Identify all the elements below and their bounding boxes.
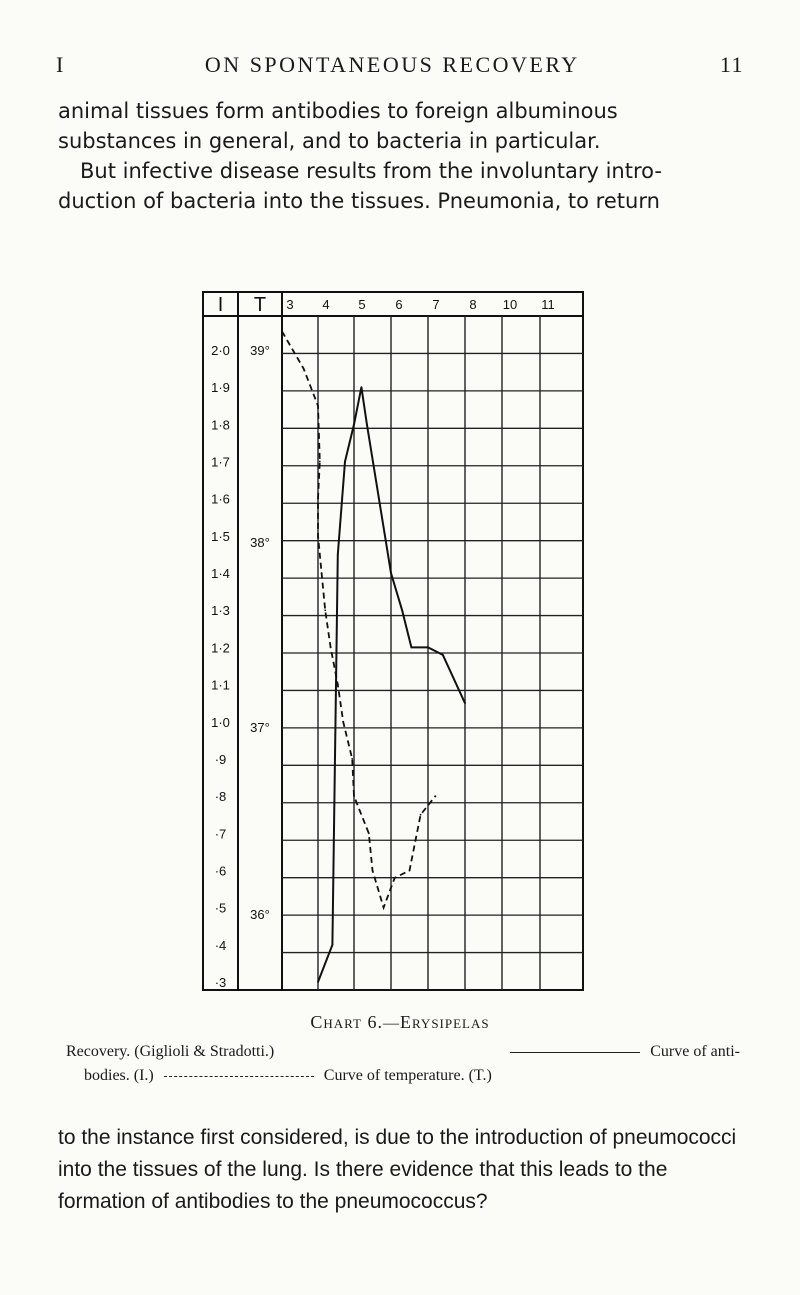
x-tick-label: 5 <box>358 297 366 312</box>
i-tick-label: ·6 <box>214 863 227 879</box>
legend-text: bodies. (I.) <box>84 1067 154 1084</box>
t-tick-label: 36° <box>250 907 270 922</box>
x-tick-label: 6 <box>395 297 403 312</box>
paragraph-top <box>58 96 740 216</box>
antibody-point <box>317 981 319 983</box>
i-tick-label: 1·9 <box>211 380 230 396</box>
t-tick-label: 39° <box>250 343 270 358</box>
x-tick-label: 8 <box>469 297 477 312</box>
paragraph-bottom <box>58 1122 740 1218</box>
temperature-point <box>317 535 319 537</box>
i-tick-label: 2·0 <box>211 343 230 358</box>
i-tick-label: 1·6 <box>211 491 230 507</box>
temperature-point <box>420 814 422 816</box>
i-tick-label: ·8 <box>214 789 227 805</box>
temperature-point <box>394 877 396 879</box>
i-tick-label: ·4 <box>214 937 227 953</box>
i-tick-label: 1·1 <box>211 677 230 693</box>
text-line: duction of bacteria into the tissues. Pneumonia, to return <box>58 189 660 213</box>
i-tick-label: ·5 <box>214 900 227 916</box>
t-tick-label: 38° <box>250 535 270 550</box>
temperature-point <box>383 907 385 909</box>
t-tick-label: 37° <box>250 720 270 735</box>
temperature-point <box>435 795 437 797</box>
caption-disease: Erysipelas <box>399 1012 490 1032</box>
legend-text: Curve of anti- <box>650 1043 740 1060</box>
antibody-point <box>361 386 363 388</box>
x-tick-label: 10 <box>502 297 518 312</box>
antibody-point <box>427 647 429 649</box>
temperature-point <box>351 758 353 760</box>
legend-dashed-swatch <box>164 1076 314 1077</box>
temperature-point <box>321 572 323 574</box>
i-tick-label: ·3 <box>214 975 227 990</box>
antibody-point <box>464 702 466 704</box>
i-tick-label: 1·0 <box>211 714 230 730</box>
i-tick-label: 1·7 <box>211 454 230 470</box>
antibody-point <box>401 609 403 611</box>
legend-solid-swatch <box>510 1052 640 1053</box>
legend-line-temperature <box>66 1064 740 1088</box>
chart-frame <box>203 292 583 990</box>
chapter-number: I <box>56 52 65 77</box>
antibody-point <box>390 572 392 574</box>
i-tick-label: 1·8 <box>211 417 230 433</box>
running-title: ON SPONTANEOUS RECOVERY <box>204 52 580 77</box>
antibody-point <box>344 461 346 463</box>
antibody-point <box>337 554 339 556</box>
temperature-curve <box>282 331 435 907</box>
temperature-point <box>317 498 319 500</box>
temperature-point <box>303 368 305 370</box>
text-paragraph: to the instance first considered, is due to the introduction of pneumococci into the tissues of the lung. Is there evidence that this leads to the formation of antibodies to the pneumococcus? <box>58 1126 737 1213</box>
running-header <box>56 52 744 78</box>
caption-dash: — <box>382 1015 400 1032</box>
i-tick-label: ·9 <box>214 751 227 767</box>
i-tick-label: ·7 <box>214 826 227 842</box>
header-label-i: I <box>217 294 224 316</box>
temperature-point <box>337 684 339 686</box>
x-tick-label: 4 <box>322 297 330 312</box>
antibody-point <box>332 944 334 946</box>
x-tick-label: 11 <box>541 297 555 312</box>
x-tick-label: 3 <box>286 297 294 312</box>
antibody-point <box>353 423 355 425</box>
temperature-point <box>342 721 344 723</box>
chart-svg <box>0 270 800 1010</box>
i-tick-label: 1·2 <box>211 640 230 656</box>
temperature-point <box>281 331 283 333</box>
temperature-point <box>409 870 411 872</box>
i-tick-label: 1·3 <box>211 603 230 619</box>
header-label-t: T <box>253 294 267 316</box>
temperature-point <box>317 405 319 407</box>
temperature-point <box>330 647 332 649</box>
text-line: animal tissues form antibodies to foreign albuminous <box>58 99 618 123</box>
chart <box>0 270 800 1010</box>
caption-chart-label: Chart 6. <box>310 1012 383 1032</box>
temperature-point <box>324 609 326 611</box>
antibody-point <box>366 423 368 425</box>
temperature-point <box>368 832 370 834</box>
legend-text: Curve of temperature. (T.) <box>323 1067 492 1084</box>
antibody-point <box>442 654 444 656</box>
page-number: 11 <box>719 52 744 77</box>
i-tick-label: 1·5 <box>211 528 230 544</box>
chart-legend <box>66 1040 740 1088</box>
i-tick-label: 1·4 <box>211 566 230 582</box>
legend-text: Recovery. (Giglioli & Stradotti.) <box>66 1043 275 1060</box>
antibody-point <box>410 647 412 649</box>
temperature-point <box>319 461 321 463</box>
x-tick-label: 7 <box>432 297 440 312</box>
chart-caption <box>0 1012 800 1033</box>
text-line: substances in general, and to bacteria in particular. <box>58 129 601 153</box>
text-line: But infective disease results from the involuntary intro- <box>80 159 662 183</box>
temperature-point <box>372 870 374 872</box>
legend-line-antibodies <box>66 1040 740 1064</box>
temperature-point <box>353 795 355 797</box>
